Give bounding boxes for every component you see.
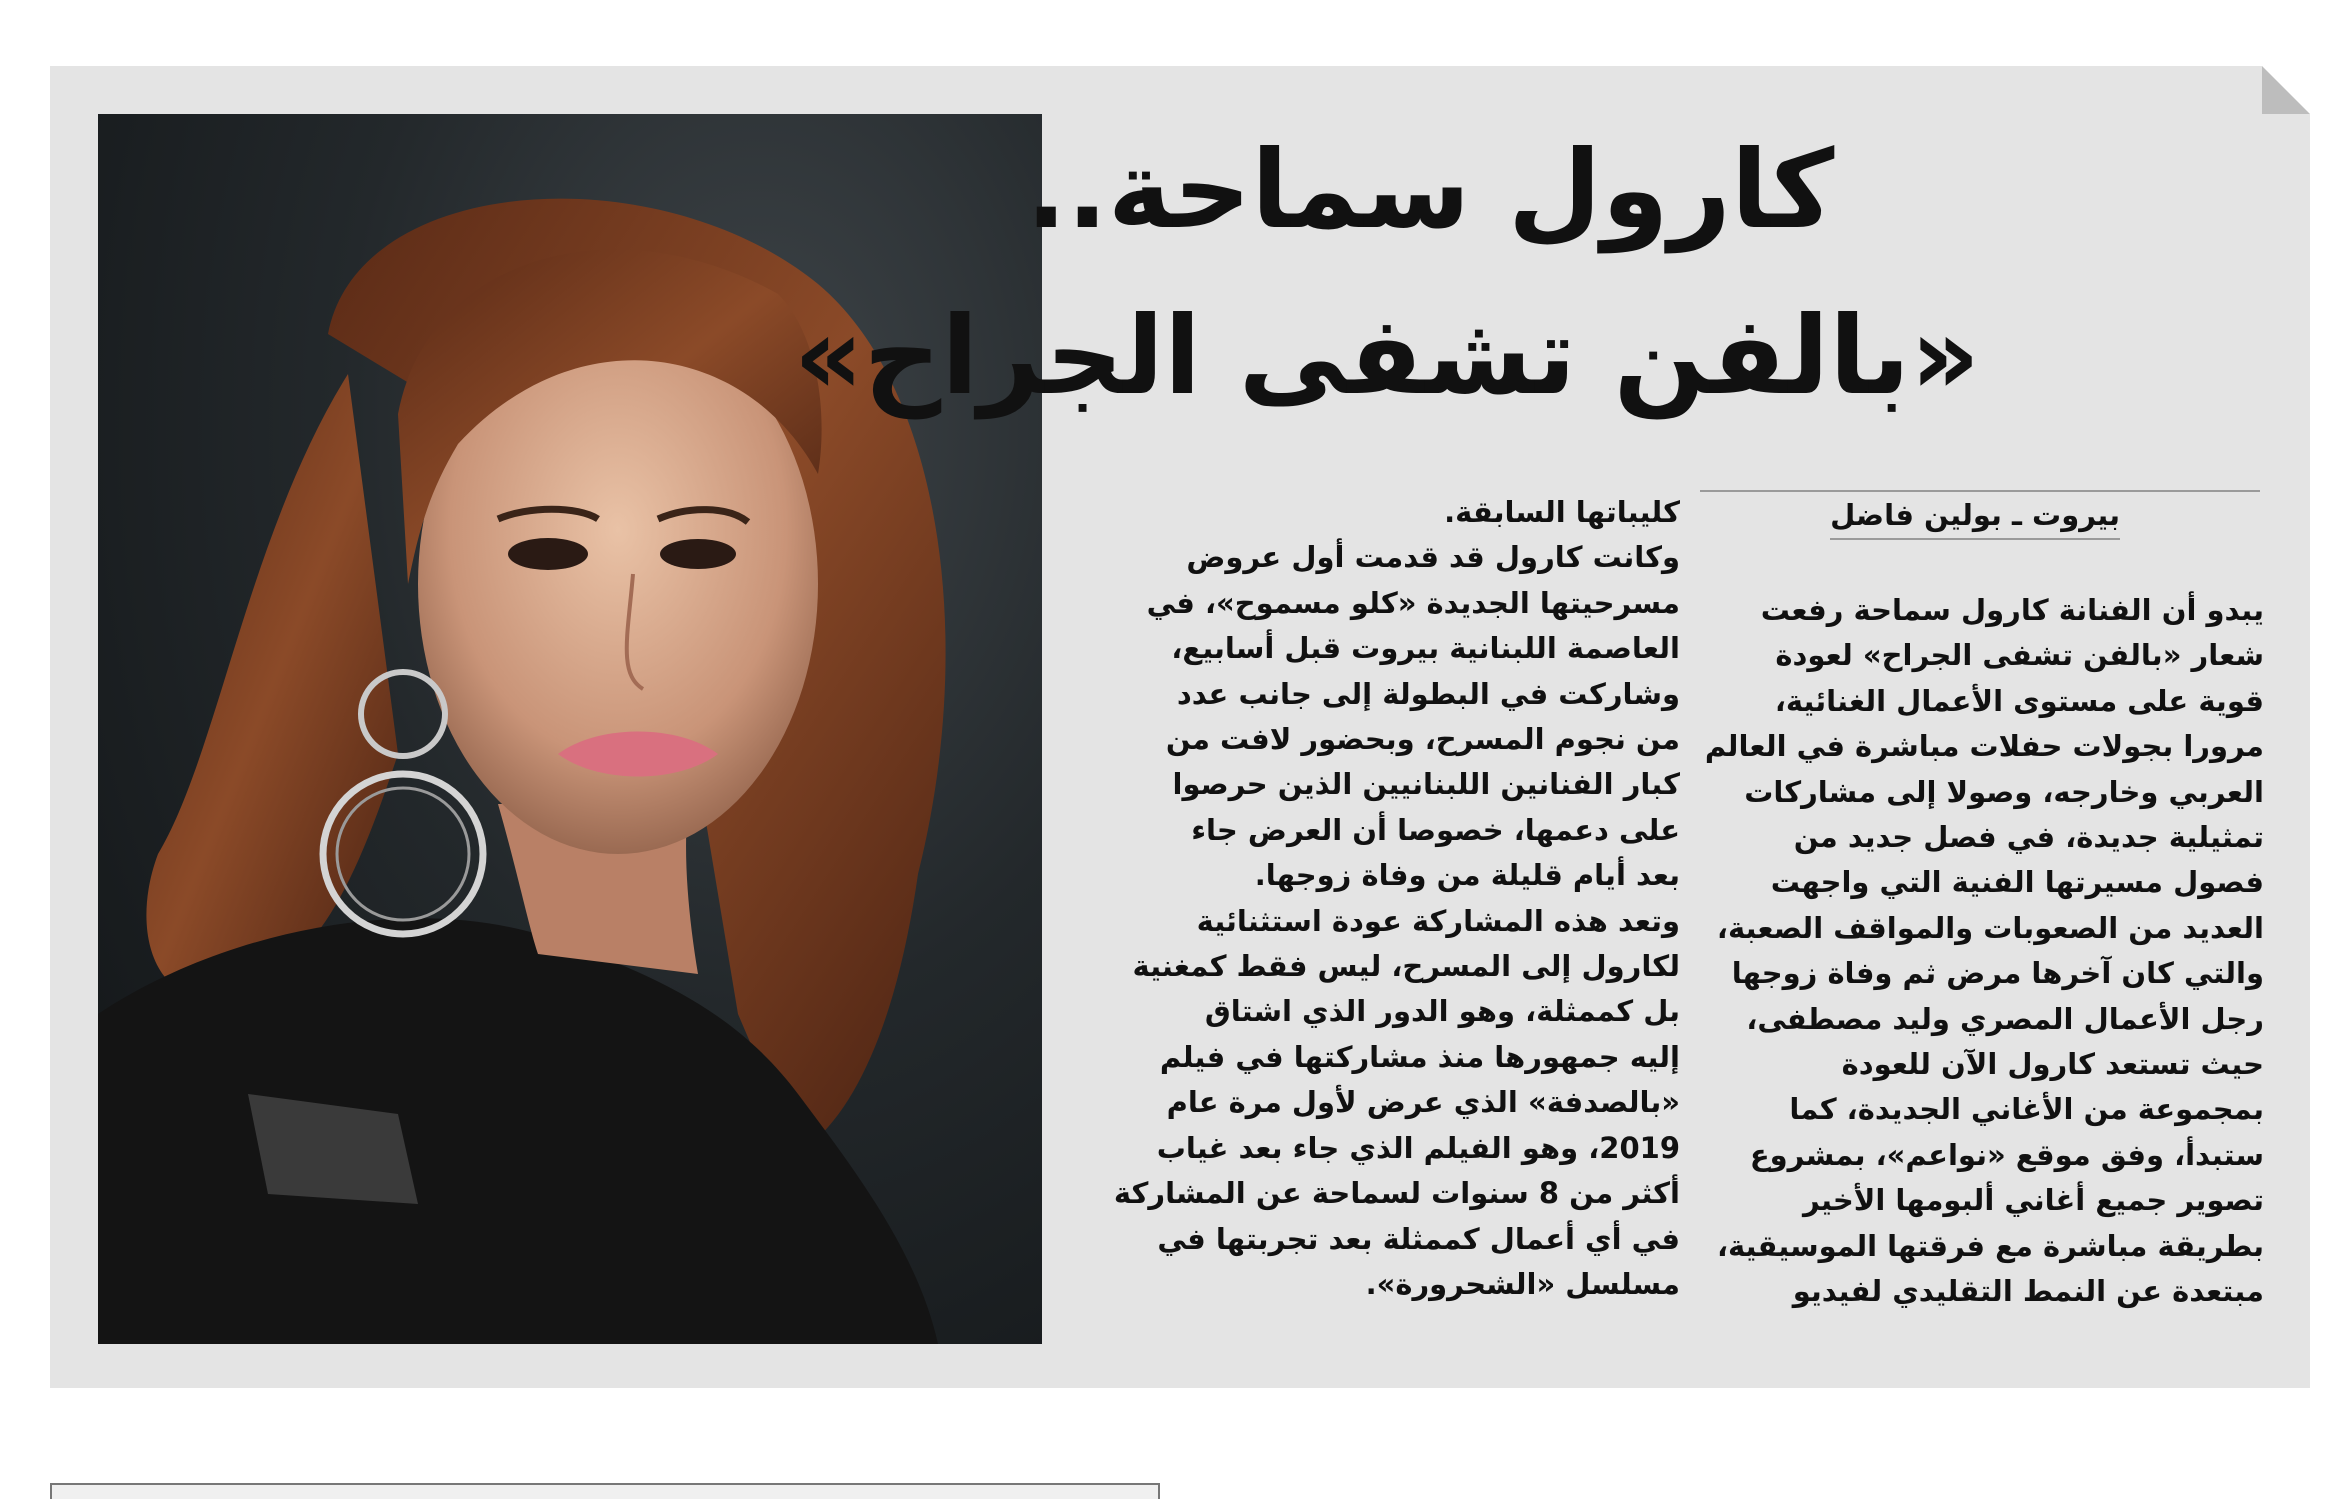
text-line: شعار «بالفن تشفى الجراح» لعودة [1775,638,2264,673]
article-byline: بيروت ـ بولين فاضل [1830,498,2120,540]
text-line: إليه جمهورها منذ مشاركتها في فيلم [1159,1039,1680,1074]
text-line: وكانت كارول قد قدمت أول عروض [1186,540,1680,575]
headline-line-2: «بالفن تشفى الجراح» [793,294,1980,419]
text-line: على دعمها، خصوصا أن العرض جاء [1191,812,1680,847]
text-line: مبتعدة عن النمط التقليدي لفيديو [1792,1274,2264,1309]
text-line: فصول مسيرتها الفنية التي واجهت [1770,865,2264,900]
text-line: والتي كان آخرها مرض ثم وفاة زوجها [1731,956,2264,991]
text-line: مرورا بجولات حفلات مباشرة في العالم [1704,729,2264,764]
text-line: بمجموعة من الأغاني الجديدة، كما [1789,1092,2264,1127]
text-line: العديد من الصعوبات والمواقف الصعبة، [1716,910,2264,945]
page-fold-corner [2262,66,2310,114]
text-line: يبدو أن الفنانة كارول سماحة رفعت [1760,593,2264,627]
text-line: تصوير جميع أغاني ألبومها الأخير [1803,1183,2264,1218]
text-line: حيث تستعد كارول الآن للعودة [1841,1047,2264,1082]
text-line: «بالصدفة» الذي عرض لأول مرة عام [1166,1085,1680,1120]
article-panel [50,66,2310,1388]
text-line: وتعد هذه المشاركة عودة استثنائية [1196,903,1680,938]
article-column-right [1694,588,2264,1315]
text-line: ستبدأ، وفق موقع «نواعم»، بمشروع [1749,1137,2264,1172]
text-line: لكارول إلى المسرح، ليس فقط كمغنية [1132,949,1680,984]
text-line: أكثر من 8 سنوات لسماحة عن المشاركة [1113,1176,1680,1211]
article-column-left [1080,490,1680,1307]
text-line: رجل الأعمال المصري وليد مصطفى، [1746,1001,2264,1036]
text-line: بعد أيام قليلة من وفاة زوجها. [1254,858,1680,893]
text-line: من نجوم المسرح، وبحضور لافت من [1165,722,1680,757]
text-line: 2019، وهو الفيلم الذي جاء بعد غياب [1156,1130,1680,1165]
text-line: مسلسل «الشحرورة». [1365,1266,1680,1301]
text-line: في أي أعمال كممثلة بعد تجربتها في [1157,1221,1680,1256]
text-line: بطريقة مباشرة مع فرقتها الموسيقية، [1716,1228,2264,1263]
text-line: كبار الفنانين اللبنانيين الذين حرصوا [1172,767,1680,802]
text-line: وشاركت في البطولة إلى جانب عدد [1176,676,1680,711]
byline-divider [1700,490,2260,492]
text-line: كليباتها السابقة. [1444,495,1680,529]
headline-line-1: كارول سماحة.. [1025,128,1835,253]
text-line: العاصمة اللبنانية بيروت قبل أسابيع، [1171,631,1680,666]
text-line: تمثيلية جديدة، في فصل جديد من [1793,820,2264,855]
text-line: قوية على مستوى الأعمال الغنائية، [1774,683,2264,718]
text-line: العربي وخارجه، وصولا إلى مشاركات [1744,774,2264,809]
article-headline [793,108,1980,440]
text-line: بل كممثلة، وهو الدور الذي اشتاق [1204,994,1680,1029]
text-line: مسرحيتها الجديدة «كلو مسموح»، في [1146,585,1680,620]
